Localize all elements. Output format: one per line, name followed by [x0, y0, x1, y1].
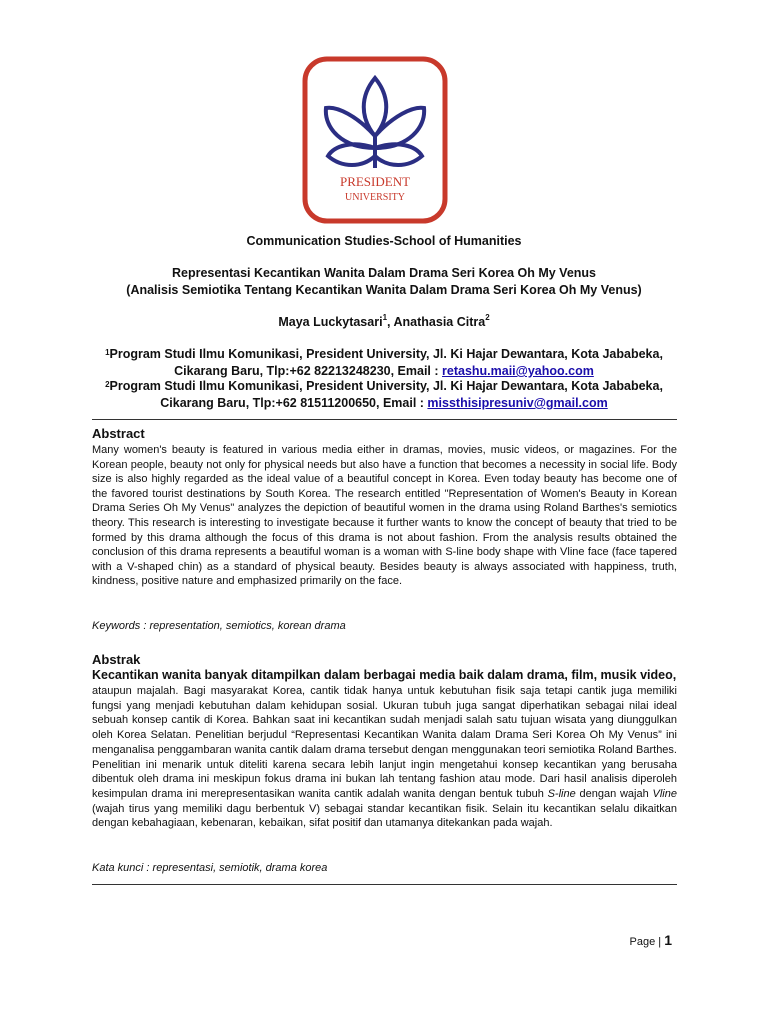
page-number: 1	[664, 932, 672, 948]
author-2-sup: 2	[485, 313, 490, 322]
affiliation-1-line1: Program Studi Ilmu Komunikasi, President University, Jl. Ki Hajar Dewantara, Kota Jababeka,	[109, 347, 663, 361]
author-1-sup: 1	[382, 313, 388, 322]
abstract-keywords: Keywords : representation, semiotics, korean drama	[92, 620, 346, 632]
abstrak-heading: Abstrak	[92, 652, 141, 667]
abstrak-body	[92, 684, 677, 831]
abstrak-body-part3: (wajah tirus yang memiliki dagu berbentuk V) sebagai standar kecantikan fisik. Selain itu kecantikan selalu dikaitkan dengan kebahagiaan, kebenaran, kebaikan, sifat positif dan utamanya ditekankan pada wajah.	[92, 802, 677, 830]
abstrak-body-part2: dengan wajah	[575, 787, 653, 800]
abstract-heading: Abstract	[92, 426, 145, 441]
author-separator: ,	[387, 315, 394, 329]
bottom-divider	[92, 884, 677, 885]
abstrak-keywords: Kata kunci : representasi, semiotik, drama korea	[92, 862, 328, 874]
abstract-body: Many women's beauty is featured in various media either in dramas, movies, music videos, or magazines. For the Korean people, beauty not only for physical needs but also have a function that becomes a necessity in social life. Body size is also highly regarded as the ideal value of a beautiful concept in Korea. Even today beauty has become one of the favored tourist destinations by South Korea. The research entitled "Representation of Women's Beauty in Korean Drama Series Oh My Venus" analyzes the depiction of beautiful women in the drama using Roland Barthes's semiotics theory. This research is interesting to investigate because it further wants to know the concept of beauty that tried to be formed by this drama although the focus of this drama is not about fashion. From the analysis results obtained the conclusion of this drama represents a beautiful woman is a woman with S-line body shape with Vline face (face tapered with a V-shaped chin) as a standard of physical beauty. Besides beauty is always associated with happiness, truth, kindness, positive nature and emphasized primarily on the face.	[92, 444, 677, 588]
author-2: Anathasia Citra	[393, 315, 486, 329]
abstrak-sline: S-line	[547, 787, 576, 800]
logo-text-university: UNIVERSITY	[345, 192, 405, 203]
faculty-line: Communication Studies-School of Humanities	[246, 234, 522, 248]
affiliation-2-line1: Program Studi Ilmu Komunikasi, President University, Jl. Ki Hajar Dewantara, Kota Jababeka,	[109, 379, 663, 393]
affiliation-2-line2: Cikarang Baru, Tlp:+62 81511200650, Email :	[160, 396, 428, 410]
lotus-emblem-icon	[326, 78, 424, 168]
logo-text-president: PRESIDENT	[339, 174, 411, 189]
paper-subtitle: (Analisis Semiotika Tentang Kecantikan Wanita Dalam Drama Seri Korea Oh My Venus)	[126, 283, 642, 297]
affiliation-1	[0, 346, 768, 380]
president-university-logo	[302, 56, 448, 224]
page-label: Page |	[629, 936, 665, 948]
affiliation-2	[0, 378, 768, 412]
affiliation-2-sup: 2	[105, 380, 110, 389]
affiliation-1-line2: Cikarang Baru, Tlp:+62 82213248230, Email :	[174, 364, 443, 378]
abstrak-vline: Vline	[652, 787, 677, 800]
email-link-2[interactable]: missthisipresuniv@gmail.com	[427, 396, 608, 410]
abstrak-body-part1: ataupun majalah. Bagi masyarakat Korea, cantik tidak hanya untuk kebutuhan fisik saja tetapi cantik juga memiliki fungsi yang menjadi kebutuhan dalam kehidupan sosial. Ukuran tubuh juga sangat diperhatikan sebagai nilai ideal sebuah konsep cantik di Korea. Bahkan saat ini kecantikan sudah menjadi salah satu tujuan wisata yang diunggulkan oleh Korea Selatan. Penelitian berjudul “Representasi Kecantikan Wanita dalam Drama Seri Korea Oh My Venus” ini menganalisa penggambaran wanita cantik dalam drama tersebut dengan menggunakan teori semiotika Roland Barthes. Penelitian ini menarik untuk diteliti karena secara lebih lanjut ingin mengetahui konsep kecantikan yang berusaha dibentuk oleh drama ini meskipun fokus drama ini bukan lah tentang fashion atau mode. Dari hasil analisis diperoleh kesimpulan drama ini merepresentasikan wanita cantik adalah wanita dengan bentuk tubuh	[92, 685, 677, 800]
author-line	[0, 315, 768, 329]
author-1: Maya Luckytasari	[278, 315, 383, 329]
abstrak-lead: Kecantikan wanita banyak ditampilkan dalam berbagai media baik dalam drama, film, musik video,	[92, 668, 677, 682]
paper-title: Representasi Kecantikan Wanita Dalam Drama Seri Korea Oh My Venus	[172, 266, 596, 280]
page-footer	[630, 932, 672, 948]
affiliation-1-sup: 1	[105, 348, 110, 357]
email-link-1[interactable]: retashu.maii@yahoo.com	[442, 364, 594, 378]
top-divider	[92, 419, 677, 420]
